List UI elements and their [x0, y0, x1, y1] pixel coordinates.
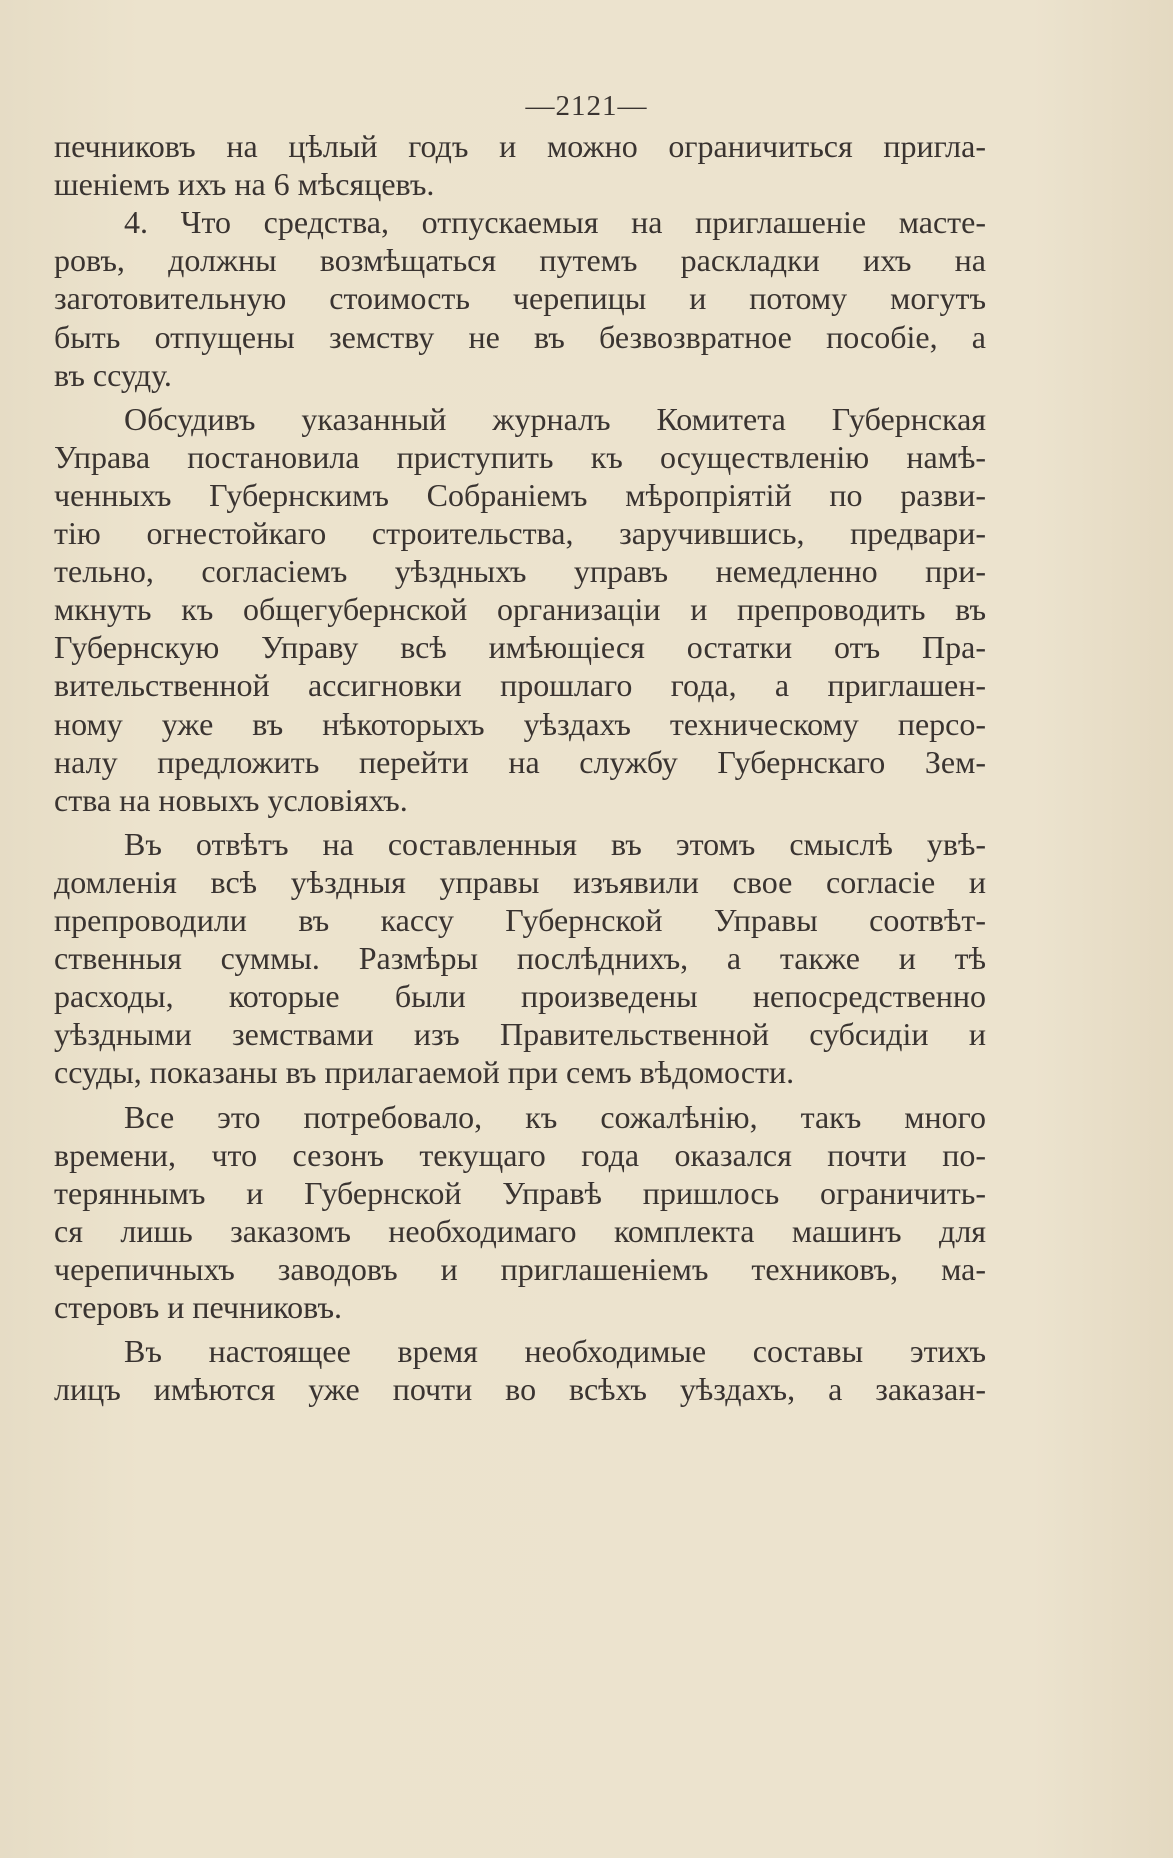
text-line: ственныя суммы. Размѣры послѣднихъ, а также и тѣ — [54, 940, 986, 976]
text-line: печниковъ на цѣлый годъ и можно ограничиться пригла- — [54, 128, 986, 164]
text-line: заготовительную стоимость черепицы и потому могутъ — [54, 280, 986, 316]
text-line: ссуды, показаны въ прилагаемой при семъ вѣдомости. — [54, 1054, 795, 1090]
page-number: —2121— — [525, 90, 648, 122]
text-line: лицъ имѣются уже почти во всѣхъ уѣздахъ, а заказан- — [54, 1371, 986, 1407]
text-line: мкнуть къ общегубернской организаціи и препроводить въ — [54, 591, 986, 627]
text-line: Губернскую Управу всѣ имѣющіеся остатки отъ Пра- — [54, 629, 986, 665]
text-line: тію огнестойкаго строительства, заручившись, предвари- — [54, 515, 986, 551]
text-line: тельно, согласіемъ уѣздныхъ управъ немедленно при- — [54, 553, 986, 589]
text-line: Все это потребовало, къ сожалѣнію, такъ много — [124, 1099, 986, 1135]
text-line: теряннымъ и Губернской Управѣ пришлось ограничить- — [54, 1175, 986, 1211]
text-line: въ ссуду. — [54, 357, 172, 393]
text-line: ся лишь заказомъ необходимаго комплекта машинъ для — [54, 1213, 986, 1249]
text-line: черепичныхъ заводовъ и приглашеніемъ техниковъ, ма- — [54, 1251, 986, 1287]
text-line: расходы, которые были произведены непосредственно — [54, 978, 986, 1014]
text-line: домленія всѣ уѣздныя управы изъявили свое согласіе и — [54, 864, 986, 900]
text-line: стеровъ и печниковъ. — [54, 1289, 343, 1325]
text-line: времени, что сезонъ текущаго года оказался почти по- — [54, 1137, 986, 1173]
text-line: 4. Что средства, отпускаемыя на приглашеніе масте- — [124, 204, 986, 240]
text-line: налу предложить перейти на службу Губернскаго Зем- — [54, 744, 986, 780]
text-line: Обсудивъ указанный журналъ Комитета Губернская — [124, 401, 986, 437]
text-line: ства на новыхъ условіяхъ. — [54, 782, 408, 818]
text-line: ному уже въ нѣкоторыхъ уѣздахъ техническому персо- — [54, 706, 986, 742]
text-line: ровъ, должны возмѣщаться путемъ раскладки ихъ на — [54, 242, 986, 278]
text-line: препроводили въ кассу Губернской Управы соотвѣт- — [54, 902, 986, 938]
text-line: Въ отвѣтъ на составленныя въ этомъ смыслѣ увѣ- — [124, 826, 986, 862]
text-line: шеніемъ ихъ на 6 мѣсяцевъ. — [54, 166, 435, 202]
text-line: вительственной ассигновки прошлаго года, а приглашен- — [54, 667, 986, 703]
text-line: быть отпущены земству не въ безвозвратное пособіе, а — [54, 319, 986, 355]
text-line: Управа постановила приступить къ осуществленію намѣ- — [54, 439, 986, 475]
text-line: ченныхъ Губернскимъ Собраніемъ мѣропріятій по разви- — [54, 477, 986, 513]
text-line: Въ настоящее время необходимые составы этихъ — [124, 1333, 986, 1369]
text-line: уѣздными земствами изъ Правительственной субсидіи и — [54, 1016, 986, 1052]
